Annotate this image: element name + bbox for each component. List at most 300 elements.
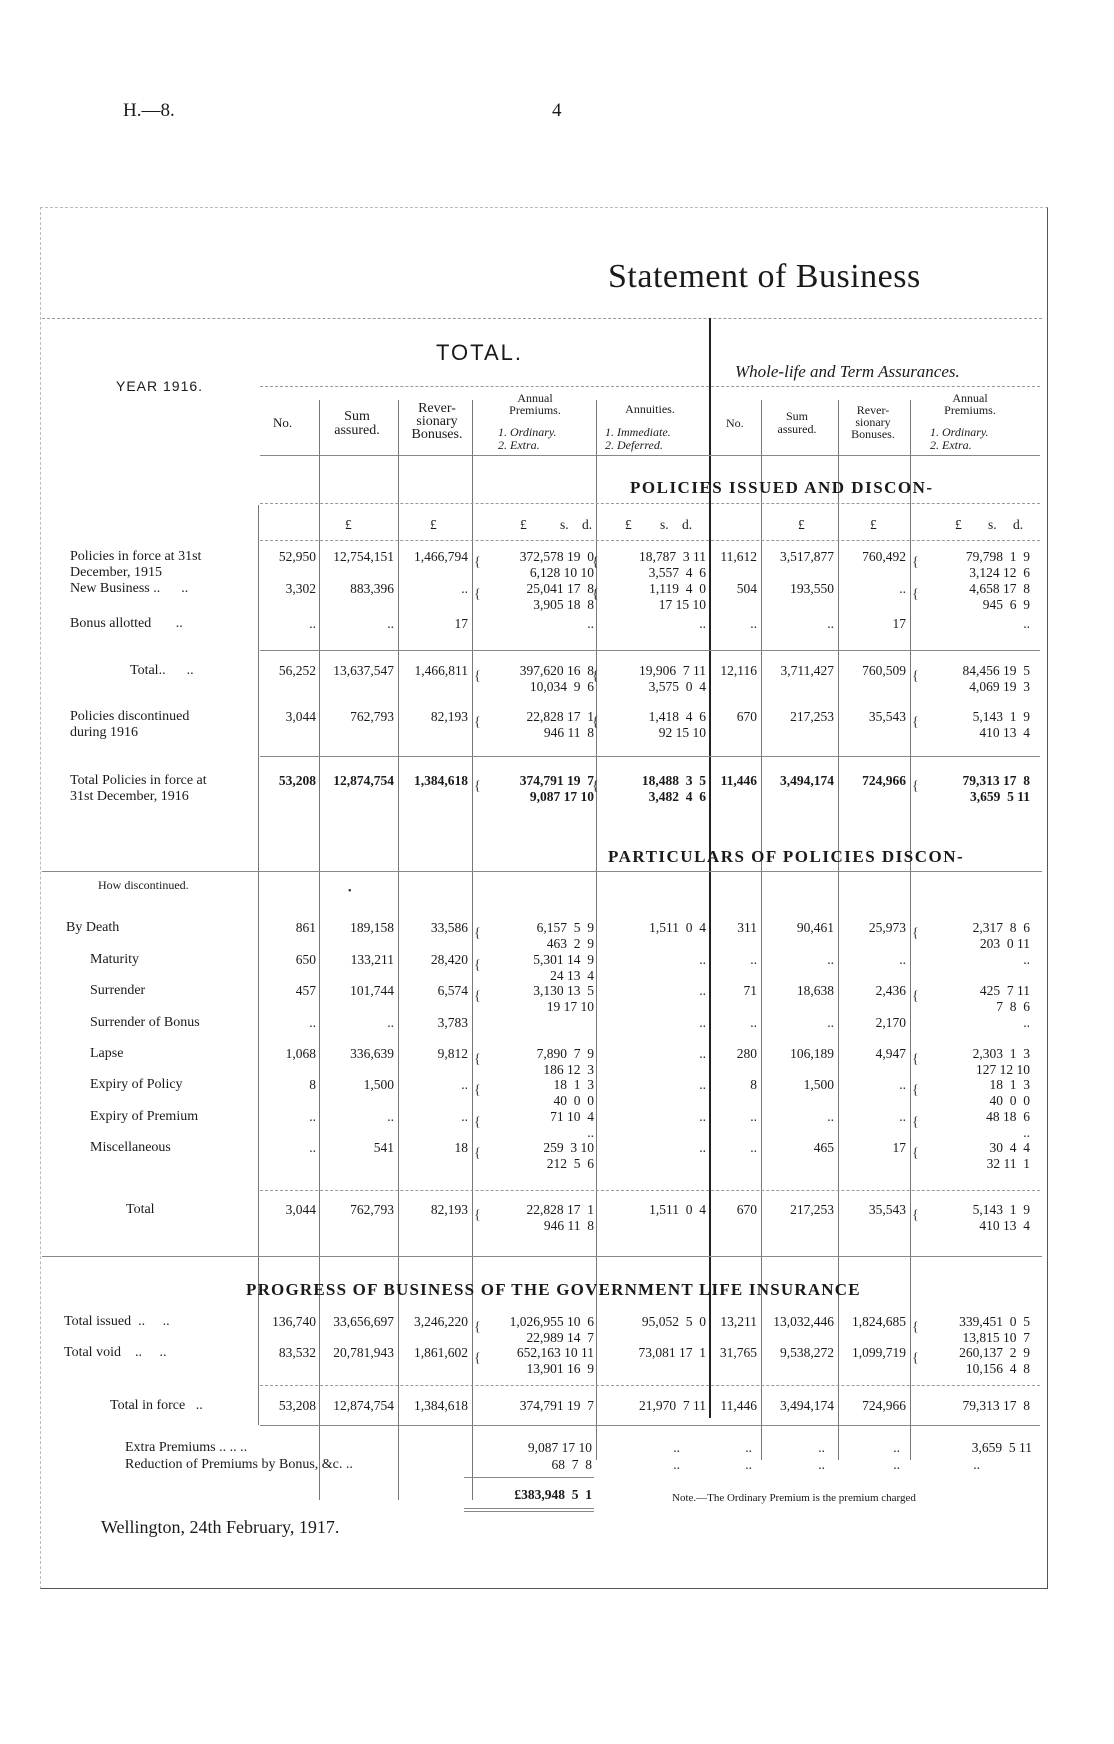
- brace-mark: {: [474, 1208, 481, 1223]
- brace-mark: {: [912, 1351, 919, 1366]
- cell-wl-rev: 2,436: [875, 983, 906, 998]
- tick-mark: •: [348, 886, 352, 897]
- cell-wl-ap: 4,658 17 8 945 6 9: [969, 581, 1030, 612]
- brace-mark: {: [912, 1208, 919, 1223]
- cell-wl-rev: 724,966: [862, 773, 906, 788]
- col-ap-line1: Annual: [517, 391, 553, 405]
- unit-ann-l: £: [625, 517, 632, 532]
- cell-sum: 133,211: [350, 952, 394, 967]
- col-wl-sum1: Sum: [785, 409, 808, 423]
- grand-total-rule-bot2: [464, 1511, 594, 1512]
- cell-wl-no: ..: [750, 1140, 757, 1155]
- cell-wl-sum: 217,253: [790, 1202, 834, 1217]
- brace-mark: {: [912, 1320, 919, 1335]
- unit-wl-ap-d: d.: [1013, 517, 1024, 532]
- brace-mark: {: [474, 1146, 481, 1161]
- col-ann-sub2: 2. Deferred.: [605, 438, 663, 452]
- header-rule-2: [260, 455, 1040, 456]
- s2-end-rule: [42, 1256, 1042, 1257]
- reduction-ap: 68 7 8: [551, 1457, 592, 1472]
- col-wl-sum2: assured.: [777, 422, 817, 436]
- cell-wl-no: 71: [743, 983, 757, 998]
- cell-no: 52,950: [278, 549, 316, 564]
- total-heading: TOTAL.: [436, 340, 523, 365]
- cell-ann: ..: [699, 1077, 706, 1092]
- cell-wl-rev: ..: [899, 952, 906, 967]
- cell-ann: ..: [699, 983, 706, 998]
- cell-sum: 883,396: [350, 581, 394, 596]
- cell-ap: 5,301 14 9 24 13 4: [533, 952, 594, 983]
- s2-total-rule: [260, 1190, 1040, 1191]
- cell-no: 1,068: [285, 1046, 316, 1061]
- col-wl-rev1: Rever-: [856, 403, 890, 417]
- cell-wl-no: 670: [736, 1202, 757, 1217]
- cell-wl-ap: 339,451 0 5 13,815 10 7: [959, 1314, 1030, 1345]
- cell-ap: 1,026,955 10 6 22,989 14 7: [509, 1314, 594, 1345]
- reduction-ann: ..: [673, 1457, 680, 1472]
- cell-sum: 20,781,943: [333, 1345, 394, 1360]
- cell-sum: 336,639: [350, 1046, 394, 1061]
- cell-rev: ..: [461, 1109, 468, 1124]
- reduction-label: Reduction of Premiums by Bonus, &c. ..: [125, 1457, 353, 1472]
- title-rule: [42, 318, 1042, 319]
- col-rev-line2: sionary: [416, 414, 458, 429]
- cell-no: 457: [295, 983, 316, 998]
- cell-wl-sum: 90,461: [796, 920, 834, 935]
- cell-no: 83,532: [278, 1345, 316, 1360]
- col-wl-rev3: Bonuses.: [851, 427, 895, 441]
- cell-wl-no: 280: [736, 1046, 757, 1061]
- cell-wl-rev: ..: [899, 581, 906, 596]
- header-rule-1: [260, 386, 1040, 387]
- brace-mark: {: [912, 989, 919, 1004]
- cell-rev: 1,861,602: [414, 1345, 468, 1360]
- extra-wl-rev: ..: [893, 1440, 900, 1455]
- col-no: No.: [273, 415, 293, 430]
- cell-wl-no: 11,446: [720, 1398, 757, 1413]
- brace-mark: {: [912, 1146, 919, 1161]
- cell-wl-sum: 18,638: [796, 983, 834, 998]
- brace-mark: {: [912, 715, 919, 730]
- cell-wl-sum: 106,189: [790, 1046, 834, 1061]
- cell-wl-ap: 84,456 19 5 4,069 19 3: [962, 663, 1030, 694]
- cell-wl-no: 311: [737, 920, 757, 935]
- cell-wl-no: 8: [750, 1077, 757, 1092]
- brace-mark: {: [474, 555, 481, 570]
- brace-mark: {: [474, 779, 481, 794]
- cell-wl-ap: 30 4 4 32 11 1: [986, 1140, 1030, 1171]
- col-wl-ap-sub1: 1. Ordinary.: [930, 425, 989, 439]
- cell-ann: ..: [699, 1046, 706, 1061]
- cell-ap: 374,791 19 7 9,087 17 10: [519, 773, 594, 804]
- cell-ann: ..: [699, 616, 706, 631]
- cell-wl-ap: 5,143 1 9 410 13 4: [972, 709, 1030, 740]
- cell-sum: 12,874,754: [333, 1398, 394, 1413]
- sep-wl-no: [761, 400, 762, 1460]
- whole-life-heading: Whole-life and Term Assurances.: [735, 362, 960, 381]
- cell-rev: 17: [454, 616, 468, 631]
- col-sum-line2: assured.: [334, 423, 380, 438]
- cell-rev: 1,466,794: [414, 549, 468, 564]
- cell-wl-no: ..: [750, 952, 757, 967]
- cell-ap: 25,041 17 8 3,905 18 8: [526, 581, 594, 612]
- cell-rev: 3,783: [437, 1015, 468, 1030]
- reduction-wl-sum: ..: [818, 1457, 825, 1472]
- unit-ap-s: s.: [560, 517, 569, 532]
- brace-mark: {: [474, 587, 481, 602]
- cell-rev: 6,574: [437, 983, 468, 998]
- cell-ap: 652,163 10 11 13,901 16 9: [516, 1345, 594, 1376]
- cell-wl-rev: 25,973: [868, 920, 906, 935]
- place-date: Wellington, 24th February, 1917.: [101, 1517, 340, 1537]
- cell-wl-ap: 79,313 17 8: [962, 1398, 1030, 1413]
- cell-ann: ..: [699, 952, 706, 967]
- cell-ann: 1,418 4 6 92 15 10: [648, 709, 706, 740]
- cell-ann: 18,787 3 11 3,557 4 6: [639, 549, 706, 580]
- row-label: Expiry of Policy: [90, 1077, 183, 1092]
- cell-wl-sum: 9,538,272: [780, 1345, 834, 1360]
- cell-no: 3,044: [285, 709, 316, 724]
- cell-no: 3,302: [285, 581, 316, 596]
- section3-title: PROGRESS OF BUSINESS OF THE GOVERNMENT LIFE INSURANCE: [246, 1280, 861, 1299]
- cell-rev: 33,586: [430, 920, 468, 935]
- cell-no: 3,044: [285, 1202, 316, 1217]
- cell-wl-ap: 260,137 2 9 10,156 4 8: [959, 1345, 1030, 1376]
- how-discontinued-label: How discontinued.: [98, 878, 189, 892]
- cell-sum: ..: [387, 1015, 394, 1030]
- cell-wl-sum: 3,494,174: [780, 1398, 834, 1413]
- row-label: Maturity: [90, 952, 139, 967]
- grand-total: £383,948 5 1: [514, 1487, 592, 1502]
- cell-wl-sum: 3,494,174: [780, 773, 834, 788]
- row-label: Bonus allotted ..: [70, 616, 183, 631]
- col-wl-ap: [920, 392, 1020, 416]
- cell-ap: 7,890 7 9 186 12 3: [536, 1046, 594, 1077]
- cell-ann: 21,970 7 11: [639, 1398, 706, 1413]
- row-label: Expiry of Premium: [90, 1109, 199, 1124]
- brace-mark: {: [474, 1115, 481, 1130]
- sep-sum: [398, 400, 399, 1500]
- cell-rev: ..: [461, 581, 468, 596]
- cell-wl-sum: ..: [827, 952, 834, 967]
- col-rev-line3: Bonuses.: [411, 427, 463, 442]
- row-label: Surrender: [90, 983, 146, 998]
- brace-mark: {: [474, 989, 481, 1004]
- cell-no: 53,208: [278, 773, 316, 788]
- unit-sum: £: [345, 517, 352, 532]
- brace-mark: {: [592, 587, 599, 602]
- cell-no: ..: [309, 1015, 316, 1030]
- section2-title: PARTICULARS OF POLICIES DISCON-: [608, 847, 965, 866]
- cell-wl-sum: 217,253: [790, 709, 834, 724]
- cell-wl-sum: 1,500: [803, 1077, 834, 1092]
- cell-wl-rev: 4,947: [875, 1046, 906, 1061]
- cell-wl-no: 670: [736, 709, 757, 724]
- col-wl-ap1: Annual: [952, 391, 988, 405]
- grand-total-rule-top: [464, 1477, 594, 1478]
- col-rev-line1: Rever-: [418, 401, 456, 416]
- row-label: By Death: [66, 920, 120, 935]
- section2-rule: [42, 871, 1042, 872]
- cell-sum: 189,158: [350, 920, 394, 935]
- reduction-wl-rev: ..: [893, 1457, 900, 1472]
- col-wl-rev2: sionary: [855, 415, 891, 429]
- cell-wl-ap: ..: [1023, 616, 1030, 631]
- cell-ann: 18,488 3 5 3,482 4 6: [641, 773, 706, 804]
- col-sum: [322, 410, 392, 438]
- unit-rev: £: [430, 517, 437, 532]
- cell-sum: 12,874,754: [333, 773, 394, 788]
- cell-sum: 541: [373, 1140, 394, 1155]
- row-label: New Business .. ..: [70, 581, 189, 596]
- cell-wl-sum: 3,711,427: [780, 663, 834, 678]
- col-annuities: Annuities.: [625, 402, 675, 416]
- cell-wl-sum: 193,550: [790, 581, 834, 596]
- cell-sum: 12,754,151: [333, 549, 394, 564]
- brace-mark: {: [474, 1052, 481, 1067]
- cell-wl-ap: 18 1 3 40 0 0: [989, 1077, 1030, 1108]
- section1-rule: [260, 503, 1040, 504]
- brace-mark: {: [912, 555, 919, 570]
- row-label: Policies in force at 31st December, 1915: [70, 549, 202, 580]
- row-label: Miscellaneous: [90, 1140, 171, 1155]
- col-ann-sub1: 1. Immediate.: [605, 425, 671, 439]
- cell-wl-no: ..: [750, 1109, 757, 1124]
- col-ap-sub2: 2. Extra.: [498, 438, 540, 452]
- col-rev: [402, 402, 472, 441]
- extra-wl-no: ..: [745, 1440, 752, 1455]
- col-ann-sub: [605, 426, 671, 452]
- cell-wl-sum: ..: [827, 1109, 834, 1124]
- cell-sum: 33,656,697: [333, 1314, 394, 1329]
- cell-sum: 1,500: [363, 1077, 394, 1092]
- brace-mark: {: [592, 669, 599, 684]
- unit-ap-l: £: [520, 517, 527, 532]
- cell-rev: 18: [454, 1140, 468, 1155]
- extra-ap: 9,087 17 10: [527, 1440, 592, 1455]
- sep-rev: [472, 400, 473, 1500]
- cell-sum: 762,793: [350, 709, 394, 724]
- brace-mark: {: [474, 958, 481, 973]
- cell-ann: ..: [699, 1140, 706, 1155]
- note: Note.—The Ordinary Premium is the premium charged: [672, 1492, 916, 1504]
- col-wl-no: No.: [726, 416, 744, 430]
- cell-wl-sum: 3,517,877: [780, 549, 834, 564]
- cell-wl-ap: 2,317 8 6 203 0 11: [972, 920, 1030, 951]
- row-label: Total Policies in force at 31st December, 1916: [70, 773, 207, 804]
- cell-wl-sum: 465: [813, 1140, 834, 1155]
- brace-mark: {: [912, 1115, 919, 1130]
- cell-wl-ap: 79,313 17 8 3,659 5 11: [962, 773, 1030, 804]
- page-reference: H.—8.: [123, 100, 175, 121]
- cell-ap: 374,791 19 7: [519, 1398, 594, 1413]
- cell-ap: 259 3 10 212 5 6: [543, 1140, 594, 1171]
- s1-total-rule: [260, 650, 1040, 651]
- cell-rev: 1,466,811: [414, 663, 468, 678]
- row-label: Total issued .. ..: [64, 1314, 170, 1329]
- extra-premiums-label: Extra Premiums .. .. ..: [125, 1440, 248, 1455]
- cell-wl-no: ..: [750, 1015, 757, 1030]
- cell-rev: 1,384,618: [414, 1398, 468, 1413]
- brace-mark: {: [912, 1052, 919, 1067]
- col-sum-line1: Sum: [344, 409, 370, 424]
- cell-wl-rev: 2,170: [875, 1015, 906, 1030]
- cell-ann: 73,081 17 1: [638, 1345, 706, 1360]
- s3-inforce-rule: [260, 1425, 1040, 1426]
- cell-wl-no: 11,446: [720, 773, 757, 788]
- cell-no: 650: [295, 952, 316, 967]
- cell-no: 136,740: [272, 1314, 316, 1329]
- cell-no: 8: [309, 1077, 316, 1092]
- cell-ap: 22,828 17 1 946 11 8: [526, 709, 594, 740]
- sep-wl-sum: [838, 400, 839, 1460]
- cell-no: 53,208: [278, 1398, 316, 1413]
- cell-sum: ..: [387, 616, 394, 631]
- brace-mark: {: [912, 779, 919, 794]
- cell-wl-rev: 1,099,719: [852, 1345, 906, 1360]
- cell-wl-rev: ..: [899, 1077, 906, 1092]
- reduction-wl-ap: ..: [973, 1457, 980, 1472]
- cell-no: ..: [309, 616, 316, 631]
- cell-wl-ap: ..: [1023, 952, 1030, 967]
- cell-rev: 82,193: [430, 709, 468, 724]
- col-wl-sum: [762, 410, 832, 436]
- cell-wl-rev: ..: [899, 1109, 906, 1124]
- row-label: Policies discontinued during 1916: [70, 709, 190, 740]
- row-label: Surrender of Bonus: [90, 1015, 200, 1030]
- brace-mark: {: [474, 669, 481, 684]
- grand-total-rule-bot: [464, 1508, 594, 1509]
- unit-wl-sum: £: [798, 517, 805, 532]
- col-ap-sub1: 1. Ordinary.: [498, 425, 557, 439]
- cell-rev: 9,812: [437, 1046, 468, 1061]
- col-ap-sub: [498, 426, 557, 452]
- brace-mark: {: [474, 926, 481, 941]
- row-label: Total: [126, 1202, 155, 1217]
- s3-void-rule: [260, 1385, 1040, 1386]
- cell-wl-sum: ..: [827, 616, 834, 631]
- brace-mark: {: [474, 1320, 481, 1335]
- brace-mark: {: [912, 1083, 919, 1098]
- extra-ann: ..: [673, 1440, 680, 1455]
- cell-wl-no: 12,116: [720, 663, 757, 678]
- cell-rev: 1,384,618: [414, 773, 468, 788]
- cell-rev: 82,193: [430, 1202, 468, 1217]
- cell-ann: 1,511 0 4: [649, 1202, 706, 1217]
- cell-ann: ..: [699, 1109, 706, 1124]
- page-number: 4: [552, 100, 562, 121]
- cell-ap: 397,620 16 8 10,034 9 6: [519, 663, 594, 694]
- cell-no: ..: [309, 1109, 316, 1124]
- cell-ann: 1,511 0 4: [649, 920, 706, 935]
- sep-no: [319, 400, 320, 1500]
- brace-mark: {: [592, 779, 599, 794]
- cell-ap: 6,157 5 9 463 2 9: [536, 920, 594, 951]
- section1-title: POLICIES ISSUED AND DISCON-: [630, 478, 934, 497]
- col-wl-ap-sub: [930, 426, 989, 452]
- cell-ap: 71 10 4 ..: [550, 1109, 594, 1140]
- extra-wl-sum: ..: [818, 1440, 825, 1455]
- cell-wl-rev: 724,966: [862, 1398, 906, 1413]
- cell-sum: ..: [387, 1109, 394, 1124]
- cell-wl-rev: 35,543: [868, 709, 906, 724]
- cell-wl-no: 31,765: [719, 1345, 757, 1360]
- cell-rev: 28,420: [430, 952, 468, 967]
- row-label: Lapse: [90, 1046, 124, 1061]
- brace-mark: {: [592, 715, 599, 730]
- row-label: Total in force ..: [110, 1398, 203, 1413]
- cell-ap: 22,828 17 1 946 11 8: [526, 1202, 594, 1233]
- s1-disc-rule: [260, 756, 1040, 757]
- cell-ann: ..: [699, 1015, 706, 1030]
- cell-sum: 762,793: [350, 1202, 394, 1217]
- cell-ap: 3,130 13 5 19 17 10: [533, 983, 594, 1014]
- cell-wl-no: 504: [736, 581, 757, 596]
- col-ap-line2: Premiums.: [509, 403, 561, 417]
- row-label: Total void .. ..: [64, 1345, 167, 1360]
- brace-mark: {: [592, 555, 599, 570]
- cell-ann: 1,119 4 0 17 15 10: [649, 581, 706, 612]
- reduction-wl-no: ..: [745, 1457, 752, 1472]
- cell-wl-ap: 79,798 1 9 3,124 12 6: [965, 549, 1030, 580]
- cell-wl-rev: 760,509: [862, 663, 906, 678]
- cell-ap: 372,578 19 0 6,128 10 10: [519, 549, 594, 580]
- extra-wl-ap: 3,659 5 11: [971, 1440, 1032, 1455]
- cell-rev: ..: [461, 1077, 468, 1092]
- unit-ann-d: d.: [682, 517, 693, 532]
- unit-ap-d: d.: [582, 517, 593, 532]
- unit-wl-rev: £: [870, 517, 877, 532]
- cell-wl-ap: 48 18 6 ..: [986, 1109, 1030, 1140]
- col-wl-ap2: Premiums.: [944, 403, 996, 417]
- unit-wl-ap-s: s.: [988, 517, 997, 532]
- units-rule: [260, 540, 1040, 541]
- cell-wl-rev: 17: [892, 1140, 906, 1155]
- cell-no: 56,252: [278, 663, 316, 678]
- cell-wl-rev: 35,543: [868, 1202, 906, 1217]
- cell-wl-no: 13,211: [720, 1314, 757, 1329]
- cell-sum: 101,744: [350, 983, 394, 998]
- col-annual-premiums: [485, 392, 585, 416]
- cell-ap: 18 1 3 40 0 0: [553, 1077, 594, 1108]
- cell-wl-no: 11,612: [720, 549, 757, 564]
- cell-wl-ap: 425 7 11 7 8 6: [979, 983, 1030, 1014]
- brace-mark: {: [474, 1083, 481, 1098]
- row-label: Total.. ..: [130, 663, 194, 678]
- year-label: YEAR 1916.: [116, 378, 204, 394]
- brace-mark: {: [912, 587, 919, 602]
- col-wl-rev: [838, 404, 908, 440]
- brace-mark: {: [474, 1351, 481, 1366]
- cell-wl-ap: ..: [1023, 1015, 1030, 1030]
- cell-wl-sum: ..: [827, 1015, 834, 1030]
- cell-wl-sum: 13,032,446: [773, 1314, 834, 1329]
- cell-wl-rev: 760,492: [862, 549, 906, 564]
- statement-title: Statement of Business: [608, 258, 921, 295]
- cell-ap: ..: [587, 616, 594, 631]
- unit-ann-s: s.: [660, 517, 669, 532]
- cell-no: 861: [295, 920, 316, 935]
- cell-ann: 95,052 5 0: [641, 1314, 706, 1329]
- cell-sum: 13,637,547: [333, 663, 394, 678]
- brace-mark: {: [912, 926, 919, 941]
- cell-wl-ap: 5,143 1 9 410 13 4: [972, 1202, 1030, 1233]
- col-wl-ap-sub2: 2. Extra.: [930, 438, 972, 452]
- unit-wl-ap-l: £: [955, 517, 962, 532]
- cell-ann: 19,906 7 11 3,575 0 4: [639, 663, 706, 694]
- brace-mark: {: [474, 715, 481, 730]
- cell-rev: 3,246,220: [414, 1314, 468, 1329]
